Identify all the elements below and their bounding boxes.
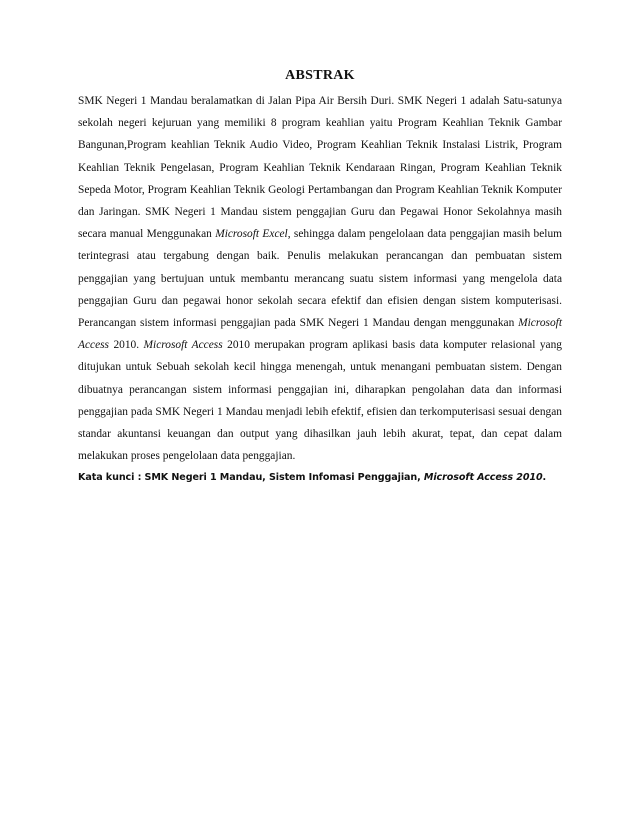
microsoft-excel-term: Microsoft Excel — [215, 228, 288, 241]
keywords-end: . — [542, 472, 547, 484]
microsoft-access-term-2: Microsoft Access — [143, 339, 223, 352]
abstract-text-part-4: 2010 merupakan program aplikasi basis data komputer relasional yang ditujukan untuk Sebuah sekolah kecil hingga menengah, untuk menangani pembuatan sistem. Dengan dibuatnya perancangan sistem informasi penggajian ini, diharapkan pengolahan data dan informasi penggajian pada SMK Negeri 1 Mandau menjadi lebih efektif, efisien dan terkomputerisasi sesuai dengan standar akuntansi keuangan dan output yang dihasilkan jauh lebih akurat, tepat, dan cepat dalam melakukan proses pengelolaan data penggajian. — [78, 339, 563, 463]
microsoft-access-term-1: Microsoft Access — [78, 317, 562, 352]
keywords-italic-term: Microsoft Access 2010 — [423, 472, 543, 484]
abstract-title: ABSTRAK — [285, 68, 355, 83]
keywords-line — [78, 470, 562, 486]
keywords-text: Kata kunci : SMK Negeri 1 Mandau, Sistem Infomasi Penggajian, — [78, 472, 424, 484]
abstract-text-part-1: SMK Negeri 1 Mandau beralamatkan di Jalan Pipa Air Bersih Duri. SMK Negeri 1 adalah Satu-satunya sekolah negeri kejuruan yang memiliki 8 program keahlian yaitu Program Keahlian Teknik Gambar Bangunan,Program keahlian Teknik Audio Video, Program Keahlian Teknik Instalasi Listrik, Program Keahlian Teknik Pengelasan, Program Keahlian Teknik Kendaraan Ringan, Program Keahlian Teknik Sepeda Motor, Program Keahlian Teknik Geologi Pertambangan dan Program Keahlian Teknik Komputer dan Jaringan. SMK Negeri 1 Mandau sistem penggajian Guru dan Pegawai Honor Sekolahnya masih secara manual Menggunakan — [78, 95, 562, 241]
abstract-text-part-3: 2010. — [109, 339, 144, 352]
abstract-text-part-2: , sehingga dalam pengelolaan data penggajian masih belum terintegrasi atau tergabung dengan baik. Penulis melakukan perancangan dan pembuatan sistem penggajian yang bertujuan untuk membantu merancang suatu sistem informasi yang mengelola data penggajian Guru dan pegawai honor sekolah secara efektif dan efisien dengan sistem komputerisasi. Perancangan sistem informasi penggajian pada SMK Negeri 1 Mandau dengan menggunakan — [78, 228, 562, 330]
abstract-paragraph — [78, 90, 562, 467]
abstract-section — [78, 68, 562, 486]
